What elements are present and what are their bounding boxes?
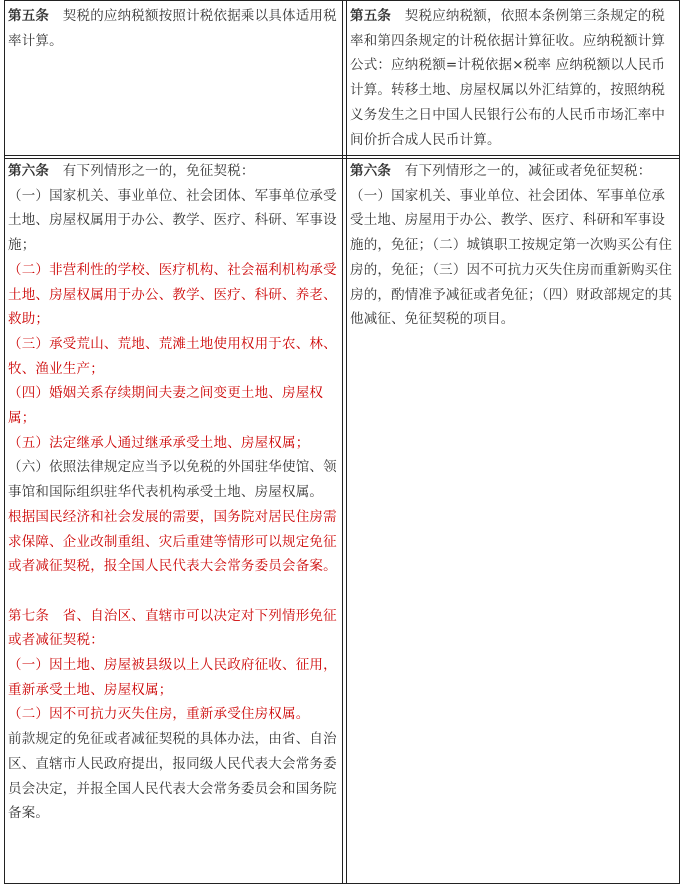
article6-new-intro: 有下列情形之一的，减征或者免征契税： — [391, 163, 652, 179]
row-divider — [4, 155, 680, 156]
article5-old-text: 契税的应纳税额按照计税依据乘以具体适用税率计算。 — [8, 8, 337, 49]
paragraph-spacer — [8, 579, 339, 604]
article6-old-item-2: （二）非营利性的学校、医疗机构、社会福利机构承受土地、房屋权属用于办公、教学、医疗、科研、养老、救助； — [8, 261, 337, 328]
article6-old-item-5: （五）法定继承人通过继承承受土地、房屋权属； — [8, 434, 310, 451]
table-border-top — [4, 0, 680, 1]
article6-old-item-4: （四）婚姻关系存续期间夫妻之间变更土地、房屋权属； — [8, 385, 324, 427]
article7-old-item-1: （一）因土地、房屋被县级以上人民政府征收、征用，重新承受土地、房屋权属； — [8, 657, 337, 698]
article6-new-cell — [347, 159, 679, 332]
table-border-bottom — [4, 883, 680, 884]
table-divider-middle — [342, 0, 343, 884]
article6-old-item-6: （六）依照法律规定应当予以免税的外国驻华使馆、领事馆和国际组织驻华代表机构承受土地、房屋权属。 — [8, 459, 337, 501]
article6-new-heading: 第六条 — [350, 163, 392, 179]
article7-old-closing: 前款规定的免征或者减征契税的具体办法，由省、自治区、直辖市人民政府提出，报同级人民代表大会常务委员会决定，并报全国人民代表大会常务委员会和国务院备案。 — [8, 731, 337, 822]
article5-new-text: 契税应纳税额，依照本条例第三条规定的税率和第四条规定的计税依据计算征收。应纳税额计算公式：应纳税额=计税依据×税率 应纳税额以人民币计算。转移土地、房屋权属以外汇结算的，按照纳税义务发生之日中国人民银行公布的人民币市场汇率中间价折合成人民币计算。 — [350, 8, 666, 148]
article6-old-intro-line — [8, 159, 339, 184]
article6-old-note: 根据国民经济和社会发展的需要，国务院对居民住房需求保障、企业改制重组、灾后重建等情形可以规定免征或者减征契税，报全国人民代表大会常务委员会备案。 — [8, 508, 337, 575]
article6-new-text: （一）国家机关、事业单位、社会团体、军事单位承受土地、房屋用于办公、教学、医疗、科研和军事设施的，免征；（二）城镇职工按规定第一次购买公有住房的，免征；（三）因不可抗力灭失住房而重新购买住房的，酌情准予减征或者免征；（四）财政部规定的其他减征、免征契税的项目。 — [350, 187, 673, 328]
article5-new-paragraph — [350, 4, 677, 152]
article5-old-cell — [5, 4, 341, 53]
article6-old-item-1: （一）国家机关、事业单位、社会团体、军事单位承受土地、房屋权属用于办公、教学、医疗、科研、军事设施； — [8, 187, 337, 254]
article5-new-heading: 第五条 — [350, 8, 392, 24]
article6-old-intro: 有下列情形之一的，免征契税： — [49, 163, 255, 179]
article7-old-intro: 第七条 省、自治区、直辖市可以决定对下列情形免征或者减征契税： — [8, 607, 337, 649]
article5-new-cell — [347, 4, 679, 152]
table-border-right — [679, 0, 680, 884]
article6-old-cell — [5, 159, 341, 826]
comparison-table — [4, 0, 680, 884]
article5-old-paragraph — [8, 4, 339, 53]
article7-old-item-2: （二）因不可抗力灭失住房，重新承受住房权属。 — [8, 706, 310, 723]
article5-old-heading: 第五条 — [8, 8, 50, 24]
article6-new-intro-line — [350, 159, 677, 184]
article6-old-heading: 第六条 — [8, 163, 50, 179]
article6-old-item-3: （三）承受荒山、荒地、荒滩土地使用权用于农、林、牧、渔业生产； — [8, 335, 337, 377]
